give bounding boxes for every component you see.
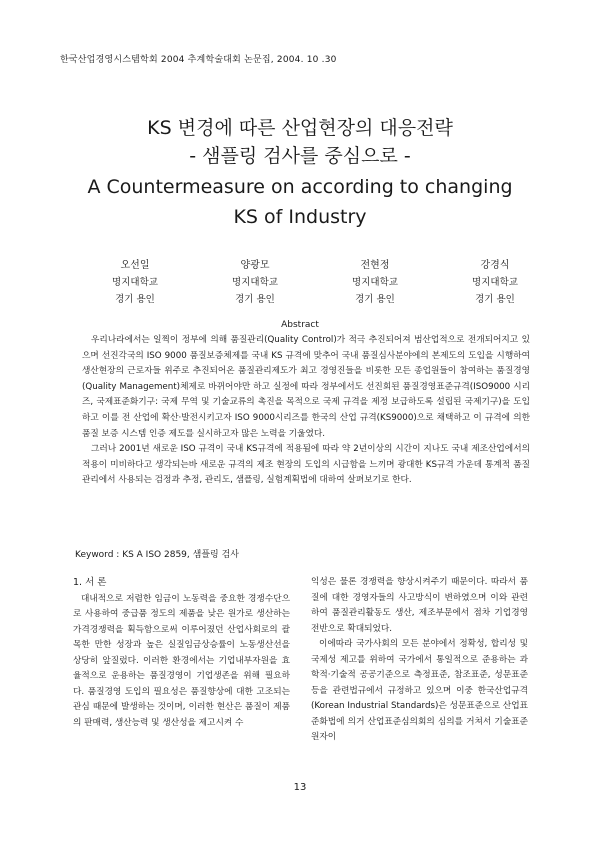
author-2 — [200, 257, 310, 308]
author-name: 양광모 — [240, 260, 270, 271]
title-korean-line-2: - 샘플링 검사를 중심으로 - — [189, 145, 411, 167]
author-3 — [320, 257, 430, 308]
author-1 — [80, 257, 190, 308]
abstract-paragraph-2: 그러나 2001년 새로운 ISO 규격이 국내 KS규격에 적용됨에 따라 약 2년이상의 시간이 지나도 국내 제조산업에서의 적용이 미비하다고 생각되는바 새로운 규격의 제조 현장의 도입의 시급함을 느끼며 광대한 KS규격 가운데 통계적 품질관리에서 사용되는 검정과 추정, 관리도, 샘플링, 실험계획법에 대하여 살펴보기로 한다. — [82, 444, 530, 486]
abstract-body — [82, 333, 530, 489]
author-name: 전현정 — [360, 260, 390, 271]
body-column-left — [73, 575, 290, 731]
author-4 — [440, 257, 550, 308]
body-column-right — [311, 575, 528, 746]
author-name: 강경식 — [480, 260, 510, 271]
running-header: 한국산업경영시스템학회 2004 추계학술대회 논문집, 2004. 10 .30 — [60, 55, 337, 65]
title-korean-line-1: KS 변경에 따른 산업현장의 대응전략 — [147, 117, 453, 139]
abstract-paragraph-1: 우리나라에서는 일찍이 정부에 의해 품질관리(Quality Control)가 적극 추진되어져 범산업적으로 전개되어지고 있으며 선진각국의 ISO 9000 품질보증체제를 국내 KS 규격에 맞추어 국내 품질심사분야에의 본제도의 도입을 시행하여 생산현장의 근로자들 위주로 추진되어온 품질관리제도가 최고 경영진들을 비롯한 모든 종업원들이 참여하는 품질경영(Quality Management)체제로 바뀌어야만 하고 실정에 따라 정부에서도 선진회된 품질경영표준규격(ISO9000 시리즈, 국제표준화기구: 국제 무역 및 기술교류의 촉진을 목적으로 국제 규격을 제정 보급하도록 설립된 국제기구)을 도입하고 이를 전 산업에 확산·발전시키고자 ISO 9000시리즈를 한국의 산업 규격(KS9000)으로 채택하고 이 규격에 의한 품질 보증 시스템 인증 제도를 실시하고자 많은 노력을 기울였다. — [82, 335, 530, 439]
abstract-heading: Abstract — [281, 320, 319, 330]
author-name: 오선일 — [120, 260, 150, 271]
author-location: 경기 용인 — [355, 294, 395, 305]
author-list — [60, 257, 540, 309]
author-affiliation: 명지대학교 — [232, 277, 278, 288]
title-block — [60, 114, 540, 232]
author-affiliation: 명지대학교 — [112, 277, 158, 288]
body-paragraph: 대내적으로 저렴한 임금이 노동력을 중요한 경쟁수단으로 사용하여 중급품 정도의 제품을 낮은 원가로 생산하는 가격경쟁력을 획득함으로써 이루어졌던 산업사회로의 괄목한 만한 성장과 높은 실질임금상승률이 노동생산선을 상당히 앞질렀다. 이러한 환경에서는 기업내부자원을 효율적으로 운용하는 품질경영이 기업생존을 위해 필요하다. 품질경영 도입의 필요성은 품질향상에 대한 고조되는 관심 때문에 발생하는 것이며, 이러한 현산은 품질이 제품의 판매력, 생산능력 및 생산성을 제고시켜 수 — [73, 593, 290, 728]
body-paragraph: 익성은 물론 경쟁력을 향상시켜주기 때문이다. 따라서 품질에 대한 경영자들의 사고방식이 변하였으며 이와 관련하여 품질관리활동도 생산, 제조부문에서 점차 기업경영 전반으로 확대되었다. — [311, 577, 528, 634]
author-location: 경기 용인 — [475, 294, 515, 305]
author-location: 경기 용인 — [115, 294, 155, 305]
section-heading-introduction: 1. 서 론 — [73, 577, 107, 588]
body-paragraph: 이에따라 국가사회의 모든 분야에서 정확성, 합리성 및 국제성 제고를 위하여 국가에서 통일적으로 준용하는 과학적·기술적 공공기준으로 측정표준, 참조표준, 성문표준등을 관련법규에서 규정하고 있으며 이중 한국산업규격(Korean Industrial Standards)은 성문표준으로 산업표준화법에 의거 산업표준심의회의 심의를 거쳐서 기술표준원자이 — [311, 639, 528, 742]
author-location: 경기 용인 — [235, 294, 275, 305]
page-number: 13 — [293, 782, 307, 793]
title-english-line-1: A Countermeasure on according to changing — [87, 176, 513, 198]
author-affiliation: 명지대학교 — [472, 277, 518, 288]
author-affiliation: 명지대학교 — [352, 277, 398, 288]
keywords: Keyword : KS A ISO 2859, 샘플링 검사 — [75, 550, 239, 560]
title-english-line-2: KS of Industry — [233, 206, 367, 228]
